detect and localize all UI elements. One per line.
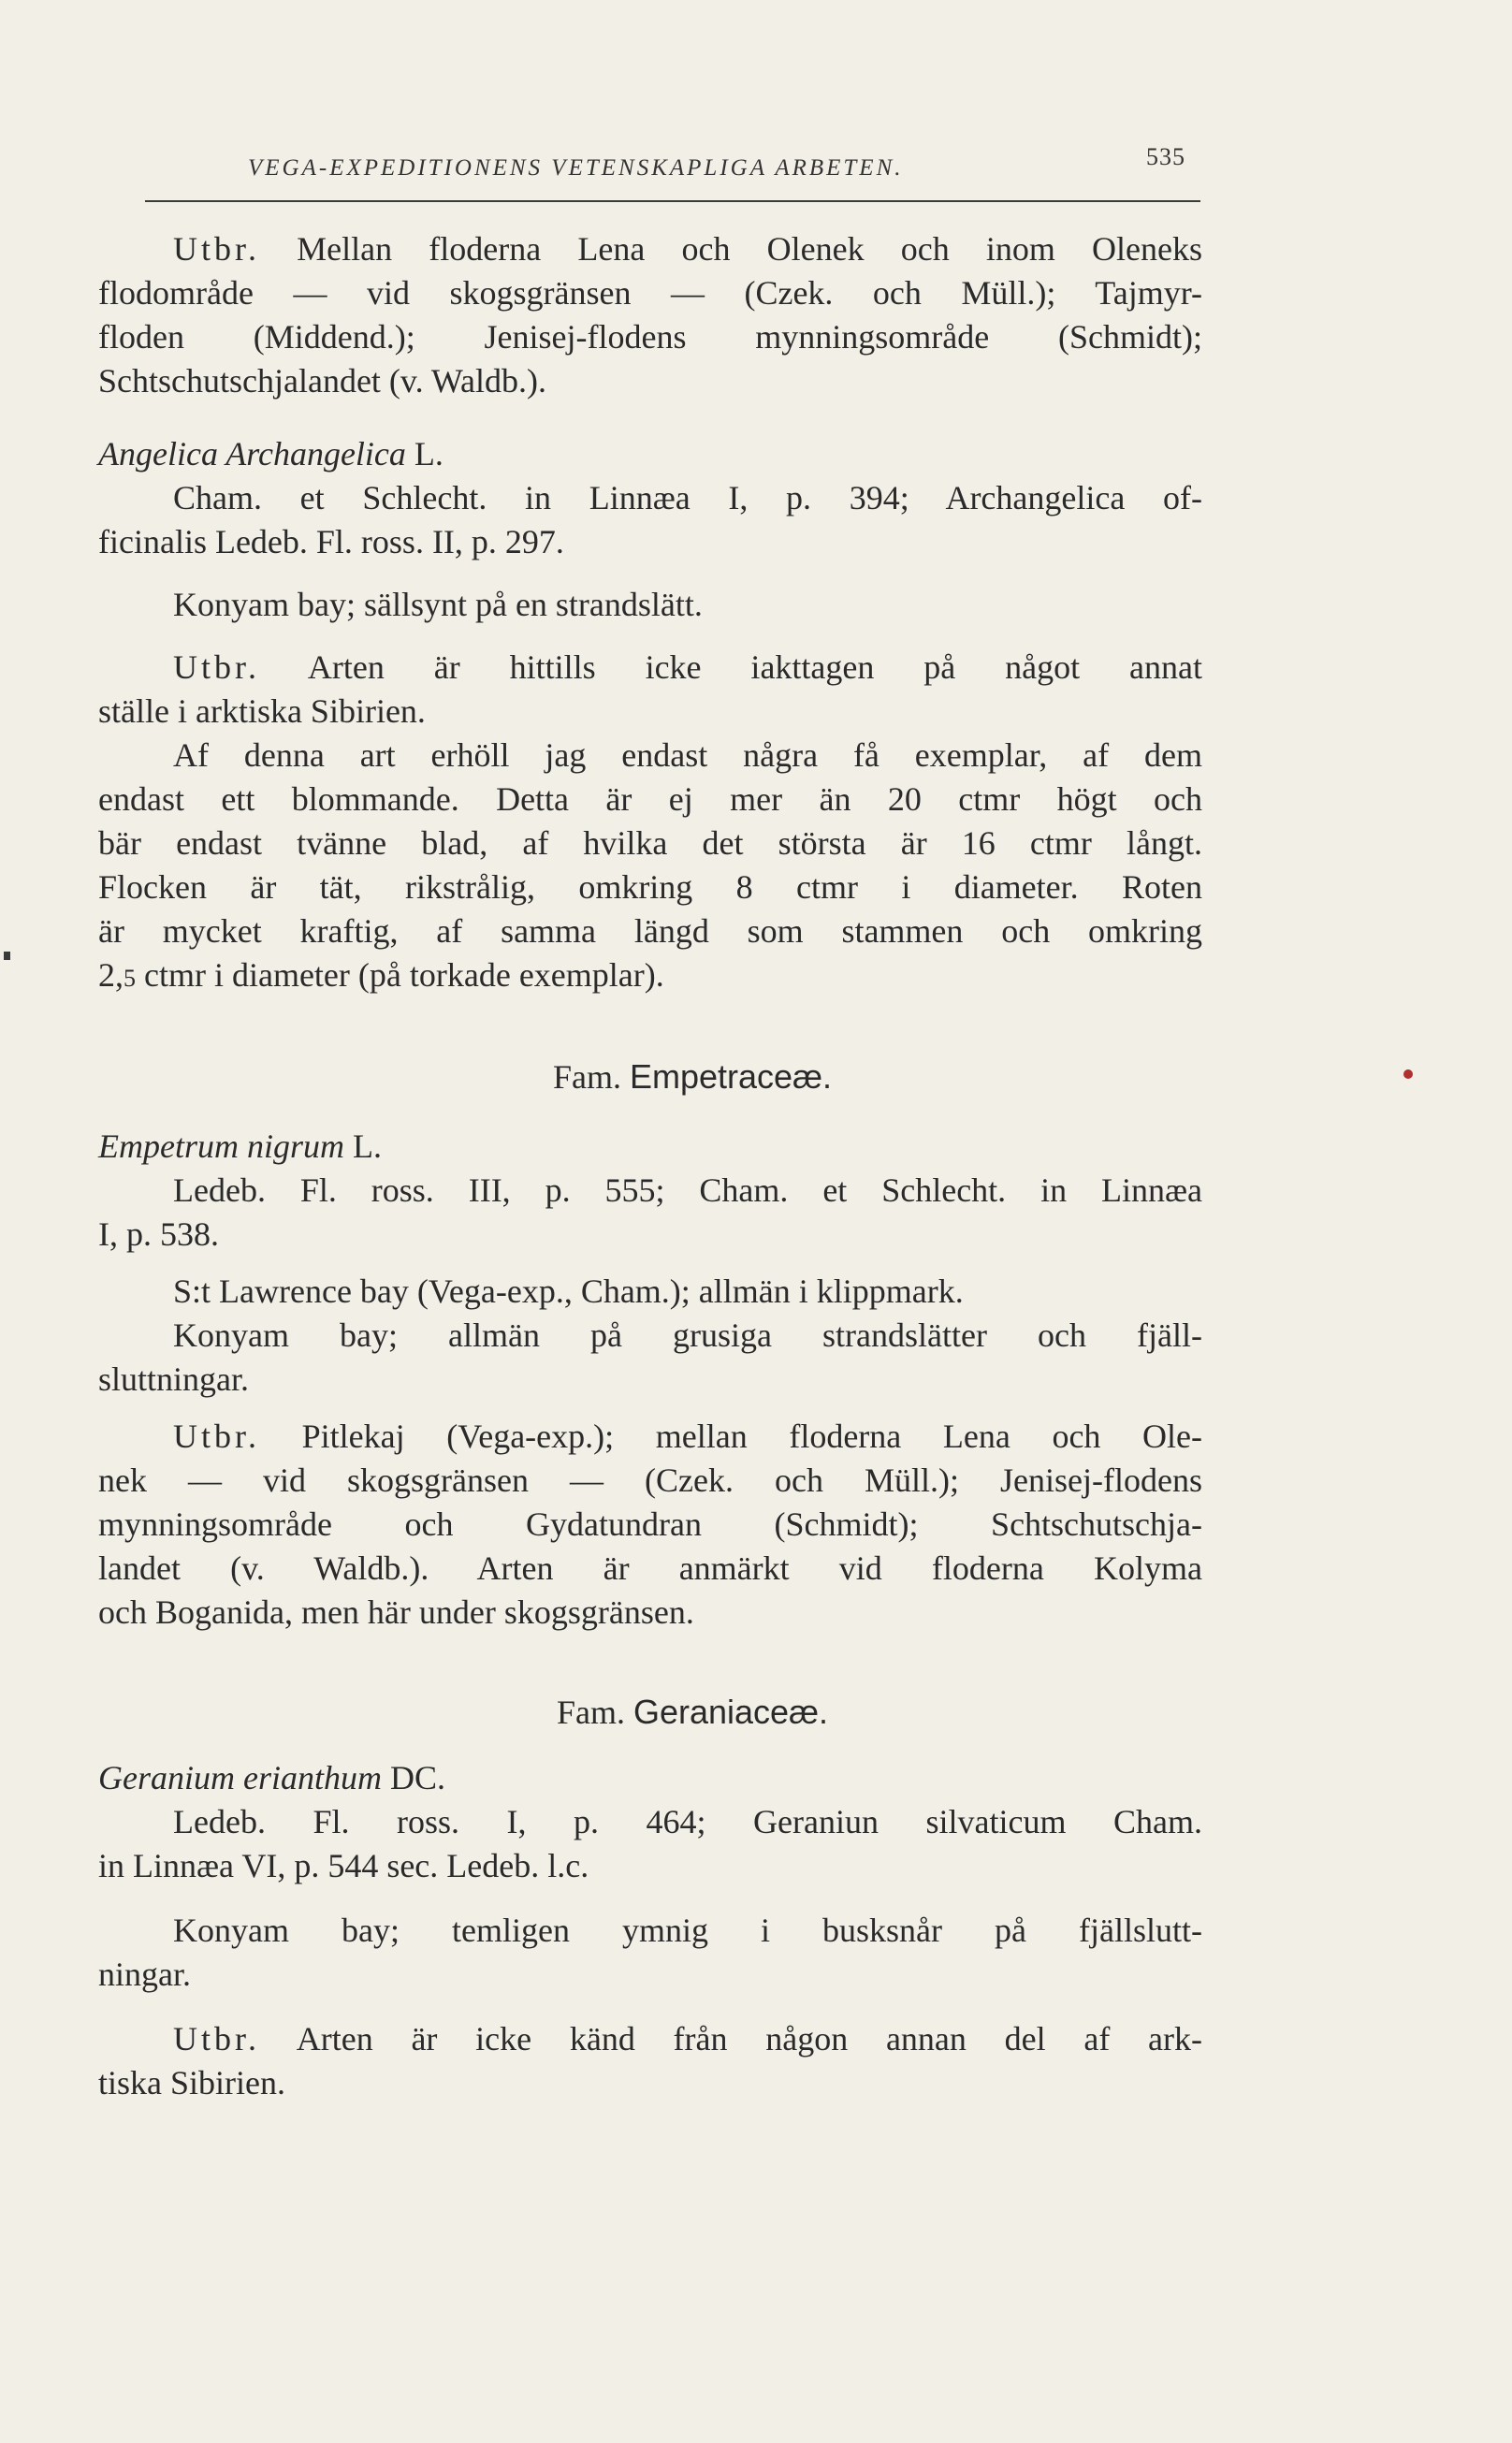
distribution-paragraph-1 — [98, 227, 1202, 403]
text-line: nek — vid skogsgränsen — (Czek. och Müll.); Jenisej-flodens — [98, 1461, 1202, 1499]
locality-line: ningar. — [98, 1956, 191, 1993]
running-head: VEGA-EXPEDITIONENS VETENSKAPLIGA ARBETEN. — [248, 155, 904, 181]
text-line: floden (Middend.); Jenisej-flodens mynningsområde (Schmidt); — [98, 318, 1202, 356]
header-rule — [145, 200, 1200, 202]
species-name: Angelica Archangelica — [98, 435, 406, 473]
species-name: Geranium erianthum — [98, 1759, 382, 1796]
text-line: Flocken är tät, rikstrålig, omkring 8 ctmr i diameter. Roten — [98, 868, 1202, 906]
margin-speck — [4, 952, 10, 960]
text-line: Schtschutschjalandet (v. Waldb.). — [98, 362, 546, 400]
locality-line: Konyam bay; allmän på grusiga strandslätter och fjäll- — [173, 1316, 1202, 1354]
species-geranium — [98, 1756, 1202, 2105]
print-speck — [1403, 1069, 1413, 1079]
species-heading: Empetrum nigrum L. — [98, 1127, 382, 1165]
family-heading-geraniaceae: Fam. Geraniaceæ. — [556, 1693, 829, 1731]
locality-line: S:t Lawrence bay (Vega-exp., Cham.); allmän i klippmark. — [173, 1272, 964, 1310]
text-line: mynningsområde och Gydatundran (Schmidt); Schtschutschja- — [98, 1505, 1202, 1543]
locality-line: Konyam bay; sällsynt på en strandslätt. — [173, 586, 703, 623]
text-line: 2,5 ctmr i diameter (på torkade exemplar). — [98, 956, 664, 994]
text-line: endast ett blommande. Detta är ej mer än 20 ctmr högt och — [98, 780, 1202, 818]
species-empetrum — [98, 1125, 1202, 1635]
text-line: Utbr. Arten är icke känd från någon annan del af ark- — [173, 2020, 1202, 2058]
synonym-line: Ledeb. Fl. ross. III, p. 555; Cham. et Schlecht. in Linnæa — [173, 1171, 1202, 1209]
species-name: Empetrum nigrum — [98, 1127, 344, 1165]
synonym-line: I, p. 538. — [98, 1215, 219, 1253]
synonym-line: in Linnæa VI, p. 544 sec. Ledeb. l.c. — [98, 1847, 589, 1884]
locality-line: Konyam bay; temligen ymnig i busksnår på fjällslutt- — [173, 1912, 1202, 1949]
synonym-line: Ledeb. Fl. ross. I, p. 464; Geraniun silvaticum Cham. — [173, 1803, 1202, 1840]
text-line: Af denna art erhöll jag endast några få exemplar, af dem — [173, 736, 1202, 774]
text-line: landet (v. Waldb.). Arten är anmärkt vid floderna Kolyma — [98, 1549, 1202, 1587]
species-heading: Geranium erianthum DC. — [98, 1759, 445, 1796]
synonym-line: ficinalis Ledeb. Fl. ross. II, p. 297. — [98, 523, 564, 560]
text-line: bär endast tvänne blad, af hvilka det största är 16 ctmr långt. — [98, 824, 1202, 862]
text-line: och Boganida, men här under skogsgränsen. — [98, 1593, 694, 1631]
text-line: Utbr. Arten är hittills icke iakttagen på något annat — [173, 648, 1202, 686]
text-line: ställe i arktiska Sibirien. — [98, 692, 426, 730]
text-line: är mycket kraftig, af samma längd som stammen och omkring — [98, 912, 1202, 950]
text-line: tiska Sibirien. — [98, 2064, 285, 2101]
page-number: 535 — [1146, 143, 1185, 170]
text-line: Utbr. Pitlekaj (Vega-exp.); mellan floderna Lena och Ole- — [173, 1418, 1202, 1455]
text-line: Utbr. Mellan floderna Lena och Olenek och inom Oleneks — [173, 230, 1202, 268]
family-heading-empetraceae: Fam. Empetraceæ. — [552, 1057, 833, 1096]
synonym-line: Cham. et Schlecht. in Linnæa I, p. 394; Archangelica of- — [173, 479, 1202, 516]
species-heading: Angelica Archangelica L. — [98, 435, 443, 473]
locality-line: sluttningar. — [98, 1360, 249, 1398]
species-angelica — [98, 432, 1202, 1000]
text-line: flodområde — vid skogsgränsen — (Czek. och Müll.); Tajmyr- — [98, 274, 1202, 312]
